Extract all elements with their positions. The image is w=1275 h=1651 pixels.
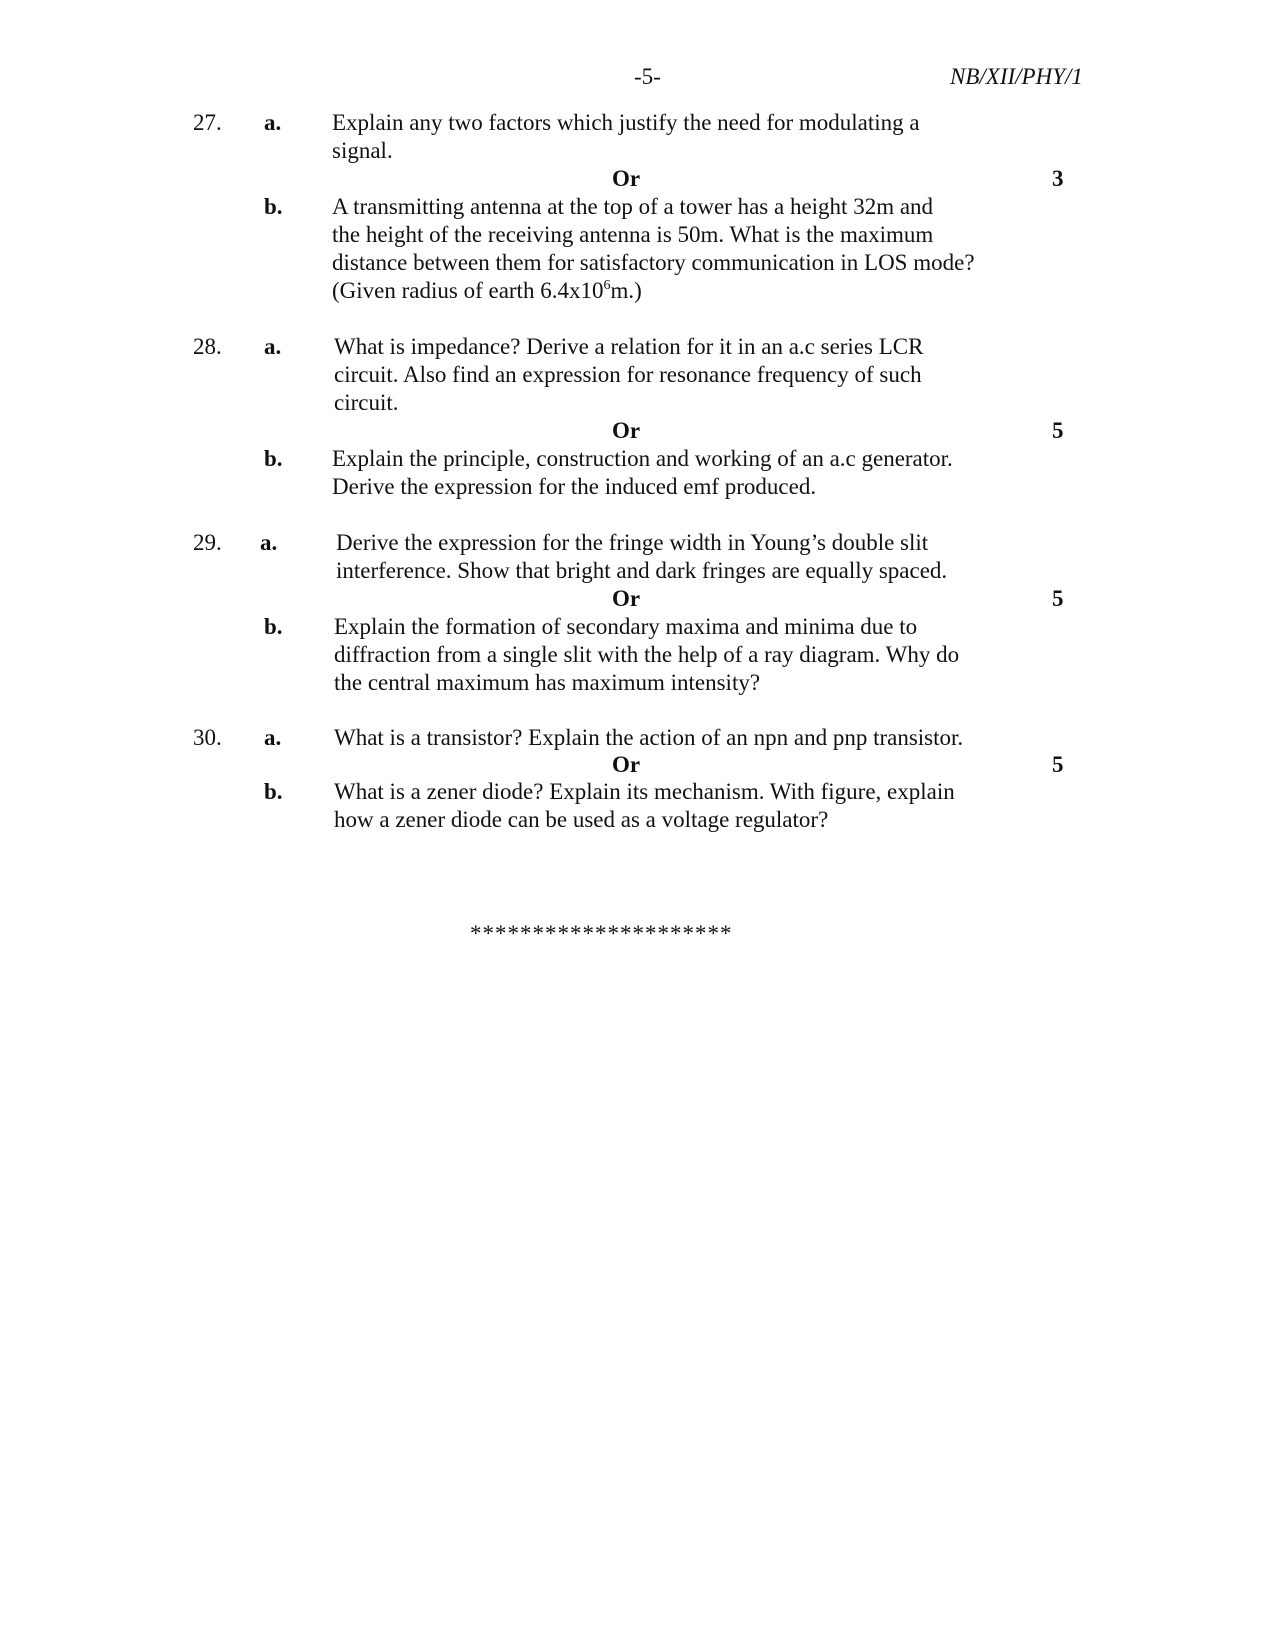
- question-text-line: Explain any two factors which justify the need for modulating a: [332, 110, 920, 135]
- exponent: 6: [603, 278, 611, 293]
- question-text-line: how a zener diode can be used as a voltage regulator?: [334, 807, 829, 832]
- question-text-line: diffraction from a single slit with the help of a ray diagram. Why do: [334, 642, 960, 667]
- question-text-line: Derive the expression for the fringe width in Young’s double slit: [336, 530, 929, 555]
- part-a-label: a.: [260, 530, 278, 555]
- question-text-line: circuit. Also find an expression for resonance frequency of such: [334, 362, 922, 387]
- question-text-line: [332, 278, 642, 304]
- question-text-line: What is a transistor? Explain the action of an npn and pnp transistor.: [334, 725, 964, 750]
- part-a-label: a.: [264, 110, 282, 135]
- marks: 5: [1052, 418, 1064, 443]
- part-b-label: b.: [264, 194, 283, 219]
- part-b-label: b.: [264, 614, 283, 639]
- or-separator: Or: [612, 166, 641, 191]
- question-text-line: circuit.: [334, 390, 399, 415]
- part-a-label: a.: [264, 725, 282, 750]
- question-number: 29.: [193, 530, 222, 555]
- question-text-line: What is a zener diode? Explain its mechanism. With figure, explain: [334, 779, 955, 804]
- part-b-label: b.: [264, 446, 283, 471]
- question-text-line: signal.: [332, 138, 393, 163]
- text-segment: (Given radius of earth 6.4x10: [332, 278, 604, 303]
- page-number: -5-: [634, 64, 661, 89]
- paper-code: NB/XII/PHY/1: [950, 64, 1083, 89]
- or-separator: Or: [612, 752, 641, 777]
- or-separator: Or: [612, 418, 641, 443]
- end-of-paper-stars: *********************: [470, 921, 733, 946]
- text-segment: m.): [610, 278, 642, 303]
- question-text-line: Explain the principle, construction and working of an a.c generator.: [332, 446, 953, 471]
- question-text-line: A transmitting antenna at the top of a tower has a height 32m and: [332, 194, 934, 219]
- question-text-line: interference. Show that bright and dark fringes are equally spaced.: [336, 558, 948, 583]
- or-separator: Or: [612, 586, 641, 611]
- marks: 3: [1052, 166, 1064, 191]
- question-text-line: Derive the expression for the induced emf produced.: [332, 474, 817, 499]
- question-text-line: What is impedance? Derive a relation for it in an a.c series LCR: [334, 334, 924, 359]
- question-number: 27.: [193, 110, 222, 135]
- question-text-line: Explain the formation of secondary maxima and minima due to: [334, 614, 918, 639]
- question-text-line: the height of the receiving antenna is 50m. What is the maximum: [332, 222, 934, 247]
- part-b-label: b.: [264, 779, 283, 804]
- question-number: 30.: [193, 725, 222, 750]
- marks: 5: [1052, 752, 1064, 777]
- marks: 5: [1052, 586, 1064, 611]
- question-text-line: the central maximum has maximum intensity?: [334, 670, 761, 695]
- question-number: 28.: [193, 334, 222, 359]
- question-text-line: distance between them for satisfactory communication in LOS mode?: [332, 250, 975, 275]
- part-a-label: a.: [264, 334, 282, 359]
